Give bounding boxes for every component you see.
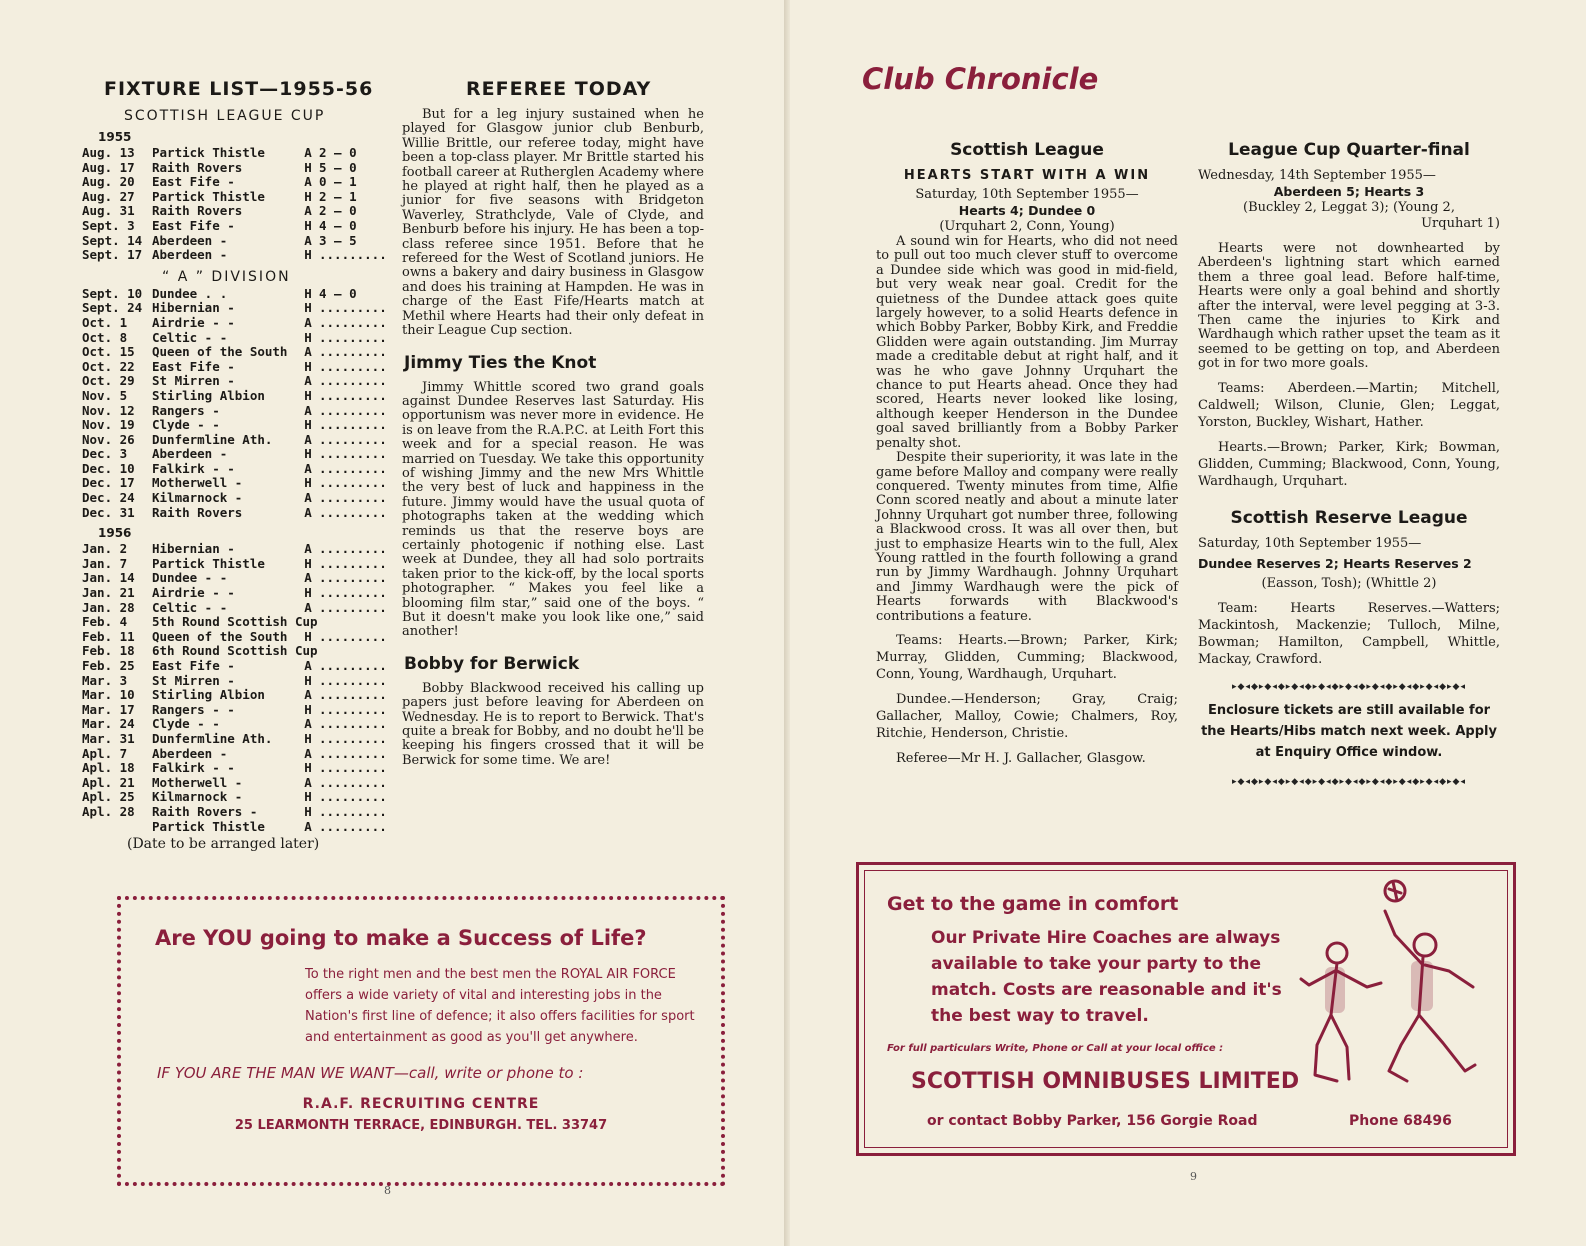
fixture-row [82,745,387,762]
fixture-result: ......... [319,774,387,790]
fixture-venue: H [304,475,312,491]
raf-recruiting-centre: R.A.F. RECRUITING CENTRE [302,1096,540,1112]
scottish-league-column [876,140,1178,767]
scottish-league-subheading: HEARTS START WITH A WIN [903,168,1151,183]
ornament-divider-bottom: ▸◆◂◆▸◆◂◆▸◆◂◆▸◆◂◆▸◆◂◆▸◆◂◆▸◆◂◆▸◆◂◆▸◆◂ [1232,776,1466,787]
fixture-result: 3 — 5 [319,232,357,248]
fixture-venue: A [304,490,312,506]
cup-report: Hearts were not downhearted by Aberdeen's lightning start which earned them a three goal lead. Before half-time, Hearts were only a goal behind and shortly after the interval, were level pegging at 3-3. Then came the injuries to Kirk and Wardhaugh which rather upset the team as it seemed to be getting on top, and Aberdeen got in for two more goals. [1198,241,1500,372]
fixture-venue: A [304,541,312,557]
fixture-row [82,504,387,521]
fixture-venue: A [304,570,312,586]
fixture-date: Sept. 14 [82,232,143,248]
fixture-row [82,446,387,462]
fixture-opponent: Rangers - - [152,701,235,717]
fixture-venue: A [304,203,312,219]
bus-contact: or contact Bobby Parker, 156 Gorgie Road [927,1113,1258,1129]
cup-teams-aberdeen: Teams: Aberdeen.—Martin; Mitchell, Caldwell; Wilson, Clunie, Glen; Leggat, Yorston, Buckley, Wishart, Hather. [1198,380,1500,430]
fixture-result: ......... [319,555,387,571]
fixture-row [82,760,387,776]
fixture-venue: A [304,599,312,615]
fixture-venue: H [304,672,312,688]
fixture-venue: A [304,174,312,190]
cup-heading: League Cup Quarter-final [1228,140,1470,160]
fixture-result: 2 — 0 [319,145,357,160]
fixture-date: Mar. 3 [82,672,128,688]
fixture-opponent: Partick Thistle [152,555,265,571]
fixture-date: Nov. 12 [82,402,135,418]
fixture-result [319,615,379,630]
referee-heading: REFEREE TODAY [466,78,652,100]
fixture-opponent: Kilmarnock - [152,789,243,805]
cup-teams-hearts: Hearts.—Brown; Parker, Kirk; Bowman, Glidden, Cumming; Blackwood, Conn, Young, Wardhaugh, Urquhart. [1198,439,1500,489]
fixture-date: Jan. 28 [82,599,135,615]
fixture-date: Aug. 17 [82,159,135,175]
fixture-result: ......... [319,628,387,644]
fixture-result: ......... [319,344,387,360]
league-scorers: (Urquhart 2, Conn, Young) [939,219,1115,234]
fixture-row [82,373,387,389]
fixture-venue: H [304,555,312,571]
fixture-result: ......... [319,373,387,389]
raf-body: To the right men and the best men the ROYAL AIR FORCE offers a wide variety of vital and interesting jobs in the Nation's first line of defence; it also offers facilities for sport and entertainment as good as you'll get anywhere. [305,967,695,1045]
fixture-result: 0 — 1 [319,174,357,190]
fixture-opponent: Queen of the South [152,344,288,360]
fixture-row [82,803,387,820]
fixture-venue: A [304,774,312,790]
fixture-date: Feb. 18 [82,643,135,659]
scottish-league-heading: Scottish League [950,140,1104,160]
fixture-row [82,672,387,689]
fixture-venue: H [304,789,312,805]
fixture-date: Dec. 3 [82,446,128,462]
fixture-opponent: Raith Rovers - [152,803,258,819]
fixture-venue [297,615,319,630]
a-division-fixtures-1956 [82,541,387,834]
fixture-row [82,716,387,732]
fixture-venue: H [304,217,312,233]
fixture-date: Sept. 24 [82,300,143,316]
fixture-date: Oct. 15 [82,344,135,360]
fixture-opponent: Kilmarnock - [152,490,243,506]
league-score: Hearts 4; Dundee 0 [958,203,1096,218]
fixture-opponent: Dundee - - [152,570,228,586]
cup-match-date: Wednesday, 14th September 1955— [1198,168,1436,183]
fixture-row [82,417,387,433]
fixture-venue: H [304,358,312,374]
fixture-result: 4 — 0 [319,285,357,301]
league-cup-heading: SCOTTISH LEAGUE CUP [124,108,326,124]
fixture-date: Oct. 29 [82,373,135,389]
fixture-opponent: 6th Round Scottish Cup [152,643,318,659]
footballers-illustration-icon [1297,875,1497,1105]
fixture-opponent: Airdrie - - [152,314,235,330]
fixture-row [82,701,387,718]
fixture-opponent: Aberdeen - [152,232,228,248]
fixture-opponent: 5th Round Scottish Cup [152,614,318,630]
fixture-result: 2 — 0 [319,203,357,219]
fixture-result: ......... [319,329,387,345]
fixture-venue: A [304,402,312,418]
fixture-venue: A [304,232,312,248]
fixture-date: Sept. 3 [82,217,135,233]
fixture-opponent: Dunfermline Ath. [152,730,273,746]
fixture-date: Sept. 17 [82,247,143,263]
fixture-date: Apl. 18 [82,760,135,776]
fixture-result: ......... [319,803,387,819]
enclosure-notice: Enclosure tickets are still available for the Hearts/Hibs match next week. Apply at Enquiry Office window. [1201,702,1497,760]
fixture-result: ......... [319,402,387,418]
fixture-result: ......... [319,417,387,433]
fixture-row [82,175,382,190]
fixture-opponent: Dunfermline Ath. [152,431,273,447]
fixture-result: ......... [319,460,387,476]
fixture-venue: A [304,658,312,673]
fixture-result: ......... [319,789,387,805]
fixture-date: Aug. 20 [82,174,135,190]
cup-score: Aberdeen 5; Hearts 3 [1273,184,1425,199]
fixture-row [82,314,387,331]
fixture-row [82,774,387,791]
fixture-date: Apl. 21 [82,774,135,790]
fixture-list [82,78,387,853]
fixture-result: 4 — 0 [319,217,357,233]
fixture-opponent: St Mirren - [152,373,235,389]
right-page [790,0,1586,1246]
fixture-date: Nov. 5 [82,387,128,403]
fixture-opponent: East Fife - [152,358,235,374]
fixture-venue: A [304,460,312,476]
fixture-venue: A [304,504,312,520]
fixture-row [82,431,387,448]
a-division-fixtures-1955 [82,285,387,521]
fixture-venue: A [304,344,312,360]
fixture-result: ......... [319,818,387,834]
fixture-row [82,247,387,263]
fixture-opponent: Partick Thistle [152,818,265,834]
fixture-venue: A [304,745,312,761]
fixture-result: ......... [319,570,387,586]
fixture-date: Jan. 14 [82,570,135,586]
fixture-row [82,161,382,176]
fixture-venue: H [304,730,312,746]
fixture-opponent: Queen of the South [152,628,288,644]
fixture-row [82,570,387,586]
fixture-opponent: Aberdeen - [152,745,228,761]
fixture-venue: A [304,818,312,834]
fixture-opponent: East Fife - [152,217,235,233]
fixture-row [82,615,382,630]
fixture-venue [297,644,319,659]
fixture-result: ......... [319,760,387,776]
referee-column [402,78,704,768]
fixture-result: ......... [319,446,387,462]
league-teams-dundee: Dundee.—Henderson; Gray, Craig; Gallacher, Malloy, Cowie; Chalmers, Roy, Ritchie, Henderson, Christie. [876,691,1178,741]
fixture-date: Oct. 1 [82,314,128,330]
fixture-result: ......... [319,247,387,263]
fixture-result: ......... [319,672,387,688]
fixture-date: Apl. 25 [82,789,135,805]
fixture-row [82,204,382,219]
fixture-venue: H [304,446,312,462]
fixture-opponent: Stirling Albion [152,387,265,403]
fixture-opponent: Clyde - - [152,417,220,433]
fixture-venue: H [304,329,312,345]
fixture-row [82,219,382,234]
fixture-list-title: FIXTURE LIST—1955-56 [104,78,374,100]
fixture-row [82,628,387,645]
fixture-date: Dec. 17 [82,475,135,491]
bus-body: Our Private Hire Coaches are always available to take your party to the match. Costs are reasonable and it's the best way to travel. [931,928,1282,1026]
fixture-opponent: Motherwell - [152,774,243,790]
fixture-result: ......... [319,504,387,520]
fixture-date: Feb. 11 [82,628,135,644]
fixture-date: Sept. 10 [82,285,143,301]
fixture-row [82,789,387,805]
fixture-date: Jan. 2 [82,541,128,557]
fixture-note: (Date to be arranged later) [127,836,320,853]
fixture-opponent: Raith Rovers [152,159,243,175]
reserve-match-date: Saturday, 10th September 1955— [1198,535,1422,551]
fixture-venue: A [304,431,312,447]
referee-text: But for a leg injury sustained when he played for Glasgow junior club Benburb, Willie Brittle, our referee today, might have been a top-class player. Mr Brittle started his football career at Rutherglen Academy where he played at right half, then he played as a junior for five seasons with Bridgeton Waverley, Strathclyde, Vale of Clyde, and Benburb before his injury. He has been a top-class referee since 1951. Before that he refereed for the West of Scotland juniors. He owns a bakery and dairy business in Glasgow and does his training at Hampden. He was in charge of the East Fife/Hearts match at Methil where Hearts had their only defeat in their League Cup section. [402,107,704,339]
fixture-result: ......... [319,599,387,615]
fixture-result: ......... [319,745,387,761]
fixture-row [82,387,387,404]
fixture-opponent: Raith Rovers [152,203,243,219]
fixture-opponent: Rangers - [152,402,220,418]
fixture-venue: H [304,417,312,433]
bus-advert [856,862,1516,1156]
fixture-opponent: Airdrie - - [152,585,235,601]
fixture-row [82,541,387,557]
fixture-date: Mar. 24 [82,716,135,732]
fixture-date: Jan. 21 [82,585,135,601]
fixture-result: ......... [319,658,387,673]
league-report-p2: Despite their superiority, it was late in the game before Malloy and company were really conquered. Twenty minutes from time, Alfie Conn scored neatly and about a minute later Johnny Urquhart got number three, following a Blackwood cross. It was all over then, but just to emphasize Hearts win to the full, Alex Young rattled in the fourth following a grand run by Jimmy Wardhaugh. Johnny Urquhart and Jimmy Wardhaugh were the pick of Hearts forwards with Blackwood's contributions a feature. [876,450,1178,624]
fixture-date: Oct. 22 [82,358,135,374]
fixture-opponent: Clyde - - [152,716,220,732]
fixture-opponent: Partick Thistle [152,188,265,204]
fixture-date: Dec. 24 [82,490,135,506]
bus-company-name: SCOTTISH OMNIBUSES LIMITED [911,1069,1300,1094]
fixture-date: Feb. 4 [82,614,128,630]
league-cup-fixtures [82,145,387,263]
fixture-venue: A [304,687,312,703]
fixture-opponent: Aberdeen - [152,446,228,462]
year-label-1956: 1956 [98,526,132,541]
fixture-venue: H [304,628,312,644]
fixture-opponent: Raith Rovers [152,504,243,520]
fixture-result: ......... [319,730,387,746]
fixture-row [82,585,387,601]
fixture-opponent: Falkirk - - [152,760,235,776]
fixture-date: Oct. 8 [82,329,128,345]
fixture-opponent: Aberdeen - [152,247,228,263]
fixture-venue: H [304,803,312,819]
league-referee: Referee—Mr H. J. Gallacher, Glasgow. [896,750,1146,766]
fixture-row [82,490,387,506]
fixture-opponent: Celtic - - [152,329,228,345]
fixture-date: Aug. 27 [82,188,135,204]
league-report-p1: A sound win for Hearts, who did not need to pull out too much clever stuff to overcome a Dundee side which was good in mid-field, but very weak near goal. Credit for the quietness of the Dundee attack goes quite largely however, to a solid Hearts defence in which Bobby Parker, Bobby Kirk, and Freddie Glidden were again outstanding. Jim Murray made a creditable debut at right half, and it was he who gave Johnny Urquhart the chance to put Hearts ahead. Once they had scored, Hearts never looked like losing, although keeper Henderson in the Dundee goal saved brilliantly from a Bobby Parker penalty shot. [876,234,1178,451]
fixture-result: ......... [319,314,387,330]
raf-address: 25 LEARMONTH TERRACE, EDINBURGH. TEL. 33747 [234,1118,608,1133]
fixture-opponent: Hibernian - [152,541,235,557]
fixture-row [82,460,387,477]
bus-phone: Phone 68496 [1349,1113,1452,1129]
fixture-venue: H [304,387,312,403]
fixture-result: ......... [319,541,387,557]
fixture-venue: H [304,300,312,316]
fixture-date: Aug. 31 [82,203,135,219]
fixture-row [82,644,382,659]
fixture-venue: A [304,314,312,330]
fixture-opponent: East Fife - [152,174,235,190]
fixture-venue: H [304,159,312,175]
fixture-row [82,300,387,316]
fixture-opponent: Dundee . . [152,285,228,301]
fixture-result: ......... [319,687,387,703]
fixture-row [82,730,387,747]
fixture-result: 2 — 1 [319,188,357,204]
ornament-divider-top: ▸◆◂◆▸◆◂◆▸◆◂◆▸◆◂◆▸◆◂◆▸◆◂◆▸◆◂◆▸◆◂◆▸◆◂ [1232,681,1466,692]
fixture-date: Apl. 28 [82,803,135,819]
fixture-date: Feb. 25 [82,658,135,673]
fixture-row [82,475,387,491]
fixture-opponent: East Fife - [152,658,235,673]
fixture-row [82,599,387,616]
fixture-venue: H [304,585,312,601]
fixture-opponent: Stirling Albion [152,687,265,703]
fixture-result: ......... [319,431,387,447]
left-page-number: 8 [384,1184,391,1197]
fixture-opponent: Partick Thistle [152,145,265,160]
fixture-result [319,644,379,659]
fixture-row [82,146,382,161]
fixture-opponent: Falkirk - - [152,460,235,476]
fixture-row [82,555,387,572]
fixture-opponent: St Mirren - [152,672,235,688]
fixture-opponent: Hibernian - [152,300,235,316]
reserve-scorers: (Easson, Tosh); (Whittle 2) [1261,575,1437,591]
fixture-date: Aug. 13 [82,145,135,160]
reserve-heading: Scottish Reserve League [1230,507,1468,528]
fixture-row [82,658,387,674]
a-division-heading: “ A ” DIVISION [162,268,291,285]
fixture-date: Apl. 7 [82,745,128,761]
left-page [0,0,786,1246]
league-teams-hearts: Teams: Hearts.—Brown; Parker, Kirk; Murray, Glidden, Cumming; Blackwood, Conn, Young, Wardhaugh, Urquhart. [876,632,1178,682]
fixture-date: Mar. 17 [82,701,135,717]
bus-headline: Get to the game in comfort [887,893,1179,915]
fixture-opponent: Celtic - - [152,599,228,615]
fixture-opponent: Motherwell - [152,475,243,491]
jimmy-text: Jimmy Whittle scored two grand goals against Dundee Reserves last Saturday. His opportunism was never more in evidence. He is on leave from the R.A.P.C. at Leith Fort this week and for a special reason. He was married on Tuesday. We take this opportunity of wishing Jimmy and the new Mrs Whittle the very best of luck and happiness in the future. Jimmy would have the usual quota of photographs taken at the wedding which reminds us that the reserve boys are certainly photogenic if nothing else. Last week at Dundee, they all had solo portraits taken prior to the kick-off, by the local sports photographer. “ Makes you feel like a blooming film star,” said one of the boys. “ But it doesn't make you look like one,” said another! [402,379,704,640]
cup-column [1198,140,1500,795]
fixture-row [82,402,387,419]
fixture-row [82,190,382,205]
cup-scorers-b: Urquhart 1) [1421,216,1500,231]
fixture-row [82,818,387,835]
right-page-number: 9 [1190,1170,1197,1183]
fixture-result: ......... [319,300,387,316]
fixture-date [82,820,152,835]
cup-scorers-a: (Buckley 2, Leggat 3); (Young 2, [1243,200,1455,215]
raf-advert [117,896,725,1186]
fixture-venue: A [304,145,312,160]
fixture-result: ......... [319,358,387,374]
fixture-result: ......... [319,585,387,601]
fixture-date: Jan. 7 [82,555,128,571]
year-label-1955: 1955 [98,130,132,144]
fixture-result: ......... [319,716,387,732]
fixture-row [82,287,382,302]
bobby-text: Bobby Blackwood received his calling up papers just before leaving for Aberdeen on Wednesday. He is to report to Berwick. That's quite a break for Bobby, and no doubt he'll be keeping his fingers crossed that it will be Berwick for some time. We are! [402,680,704,768]
fixture-venue: H [304,188,312,204]
fixture-result: 5 — 0 [319,159,357,175]
raf-headline: Are YOU going to make a Success of Life? [155,926,647,950]
league-match-date: Saturday, 10th September 1955— [915,187,1139,202]
fixture-result: ......... [319,701,387,717]
club-chronicle-title: Club Chronicle [862,62,1099,96]
fixture-date: Dec. 31 [82,504,135,520]
fixture-result: ......... [319,490,387,506]
fixture-venue: H [304,701,312,717]
reserve-score: Dundee Reserves 2; Hearts Reserves 2 [1198,555,1472,571]
fixture-venue: A [304,716,312,732]
jimmy-heading: Jimmy Ties the Knot [404,352,597,373]
fixture-row [82,234,382,249]
fixture-venue: H [304,247,312,263]
fixture-result: ......... [319,475,387,491]
fixture-row [82,687,387,703]
reserve-team: Team: Hearts Reserves.—Watters; Mackintosh, Mackenzie; Tulloch, Milne, Bowman; Hamilton, Campbell, Whittle, Mackay, Crawford. [1198,600,1500,667]
fixture-date: Nov. 19 [82,417,135,433]
fixture-venue: H [304,760,312,776]
bobby-heading: Bobby for Berwick [404,653,580,674]
fixture-date: Mar. 31 [82,730,135,746]
fixture-row [82,344,387,360]
fixture-row [82,329,387,346]
fixture-result: ......... [319,387,387,403]
fixture-row [82,358,387,375]
bus-particulars: For full particulars Write, Phone or Call at your local office : [887,1043,1224,1054]
raf-call-to-action: IF YOU ARE THE MAN WE WANT—call, write or phone to : [157,1064,584,1082]
fixture-venue: H [304,285,312,301]
fixture-date: Dec. 10 [82,460,135,476]
fixture-date: Mar. 10 [82,687,135,703]
fixture-venue: A [304,373,312,389]
fixture-date: Nov. 26 [82,431,135,447]
